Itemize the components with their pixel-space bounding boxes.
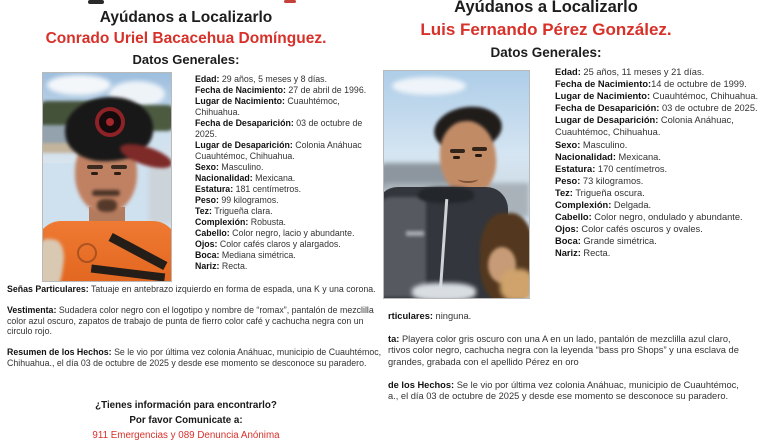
paragraph-line: Señas Particulares: Tatuaje en antebrazo izquierdo en forma de espada, una K y una corona. <box>7 284 376 294</box>
field-row: Complexión: Robusta. <box>195 217 286 227</box>
missing-person-name: Conrado Uriel Bacacehua Domínguez. <box>45 30 327 47</box>
paragraph-line: rticulares: ninguna. <box>388 311 472 321</box>
description-paragraphs <box>7 284 383 379</box>
photo-eyebrow <box>472 147 487 151</box>
field-row: Sexo: Masculino. <box>195 162 264 172</box>
description-paragraphs <box>388 311 768 414</box>
field-row: Nacionalidad: Mexicana. <box>195 173 296 183</box>
photo-goatee <box>97 199 117 212</box>
paragraph <box>7 284 383 295</box>
field-row: Sexo: Masculino. <box>555 139 628 150</box>
paragraph-line: grandes, grabada con el apellido Pérez en oro <box>388 356 579 367</box>
section-header-datos-generales: Datos Generales: <box>490 45 602 60</box>
missing-person-photo <box>383 70 530 299</box>
field-row: Tez: Trigueña oscura. <box>555 187 645 198</box>
photo-eyebrow <box>111 165 127 169</box>
field-row: Nariz: Recta. <box>195 261 248 271</box>
field-row: Fecha de Nacimiento: 27 de abril de 1996. <box>195 85 367 95</box>
paragraph <box>388 311 768 322</box>
photo-companion-shoulder <box>412 283 476 299</box>
field-row: Edad: 25 años, 11 meses y 21 días. <box>555 67 705 77</box>
field-row: Boca: Grande simétrica. <box>555 236 657 247</box>
field-row: Ojos: Color cafés claros y alargados. <box>195 239 341 249</box>
photo-cloud <box>392 77 466 95</box>
paragraph <box>388 334 768 368</box>
field-row: Boca: Mediana simétrica. <box>195 250 296 260</box>
paragraph-line: color azul oscuro, zapatos de trabajo de punta de fierro color café y cachucha negra con un <box>7 315 364 326</box>
paragraph-line: de los Hechos: Se le vio por última vez colonia Anáhuac, municipio de Cuauhtémoc, <box>388 379 739 390</box>
photo-cap-patch-dot <box>106 118 114 126</box>
paragraph-line: circulo rojo. <box>7 326 52 337</box>
field-row: Cabello: Color negro, lacio y abundante. <box>195 228 355 238</box>
paragraph-line: rtivos color negro, cachucha negra con la leyenda “bass pro Shops” y una esclava de <box>388 345 739 356</box>
contact-footer <box>0 400 372 441</box>
datos-generales-list <box>195 74 383 272</box>
photo-eyebrow <box>87 165 103 169</box>
photo-smile <box>458 175 478 183</box>
photo-eye <box>114 172 121 175</box>
missing-person-photo <box>42 72 172 282</box>
field-row: Cabello: Color negro, ondulado y abundante. <box>555 212 743 223</box>
field-row: Peso: 99 kilogramos. <box>195 195 279 205</box>
paragraph-line: ta: Playera color gris oscuro con una A en un lado, pantalón de mezclilla azul claro, <box>388 334 731 345</box>
field-row: Fecha de Nacimiento:14 de octubre de 1999. <box>555 79 747 90</box>
photo-companion-hair-light <box>500 269 530 299</box>
paragraph <box>7 305 383 337</box>
field-row: Ojos: Color cafés oscuros y ovales. <box>555 224 703 235</box>
paragraph-line: Chihuahua., el día 03 de octubre de 2025 y desde ese momento se desconoce su paradero. <box>7 357 367 368</box>
field-row: Peso: 73 kilogramos. <box>555 175 644 186</box>
field-row: Lugar de Nacimiento: Cuauhtémoc, Chihuahua. <box>195 96 340 117</box>
footer-emergency-numbers: 911 Emergencias y 089 Denuncia Anónima <box>92 430 280 441</box>
missing-person-name: Luis Fernando Pérez González. <box>420 20 672 39</box>
field-row: Lugar de Nacimiento: Cuauhtémoc, Chihuahua. <box>555 91 759 102</box>
field-row: Estatura: 181 centímetros. <box>195 184 302 194</box>
field-row: Edad: 29 años, 5 meses y 8 días. <box>195 74 328 84</box>
paragraph-line: Resumen de los Hechos: Se le vio por última vez colonia Anáhuac, municipio de Cuauhtémoc, <box>7 347 382 358</box>
section-header-datos-generales: Datos Generales: <box>132 52 240 67</box>
photo-eye <box>91 172 98 175</box>
field-row: Nacionalidad: Mexicana. <box>555 151 661 162</box>
photo-jacket-logo <box>406 231 424 236</box>
field-row: Fecha de Desaparición: 03 de octubre de 2025. <box>195 118 363 139</box>
flyer-luis <box>383 0 768 445</box>
page-title: Ayúdanos a Localizarlo <box>454 0 638 16</box>
datos-generales-list <box>555 66 768 260</box>
photo-mustache <box>92 190 120 196</box>
photo-vest-stamp <box>77 243 97 263</box>
photo-cloud <box>47 75 111 95</box>
photo-eye <box>475 154 482 157</box>
paragraph <box>388 380 768 402</box>
page-title: Ayúdanos a Localizarlo <box>99 9 273 26</box>
field-row: Tez: Trigueña clara. <box>195 206 273 216</box>
paragraph <box>7 347 383 369</box>
footer-instruction: Por favor Comunicate a: <box>129 415 243 426</box>
photo-eyebrow <box>450 149 465 153</box>
field-row: Lugar de Desaparición: Colonia Anáhuac, Cuauhtémoc, Chihuahua. <box>555 115 734 138</box>
photo-jacket-shoulder <box>383 197 426 297</box>
field-row: Fecha de Desaparición: 03 de octubre de 2025. <box>555 103 758 114</box>
field-row: Complexión: Delgada. <box>555 200 652 211</box>
paragraph-line: a., el día 03 de octubre de 2025 y desde ese momento se desconoce su paradero. <box>388 391 729 402</box>
photo-background <box>149 159 172 223</box>
photo-eye <box>453 156 460 159</box>
footer-question: ¿Tienes información para encontrarlo? <box>95 400 277 411</box>
field-row: Nariz: Recta. <box>555 248 611 259</box>
field-row: Estatura: 170 centímetros. <box>555 163 668 174</box>
field-row: Lugar de Desaparición: Colonia Anáhuac Cuauhtémoc, Chihuahua. <box>195 140 362 161</box>
paragraph-line: Vestimenta: Sudadera color negro con el logotipo y nombre de “romax”, pantalón de mezclilla <box>7 304 374 315</box>
